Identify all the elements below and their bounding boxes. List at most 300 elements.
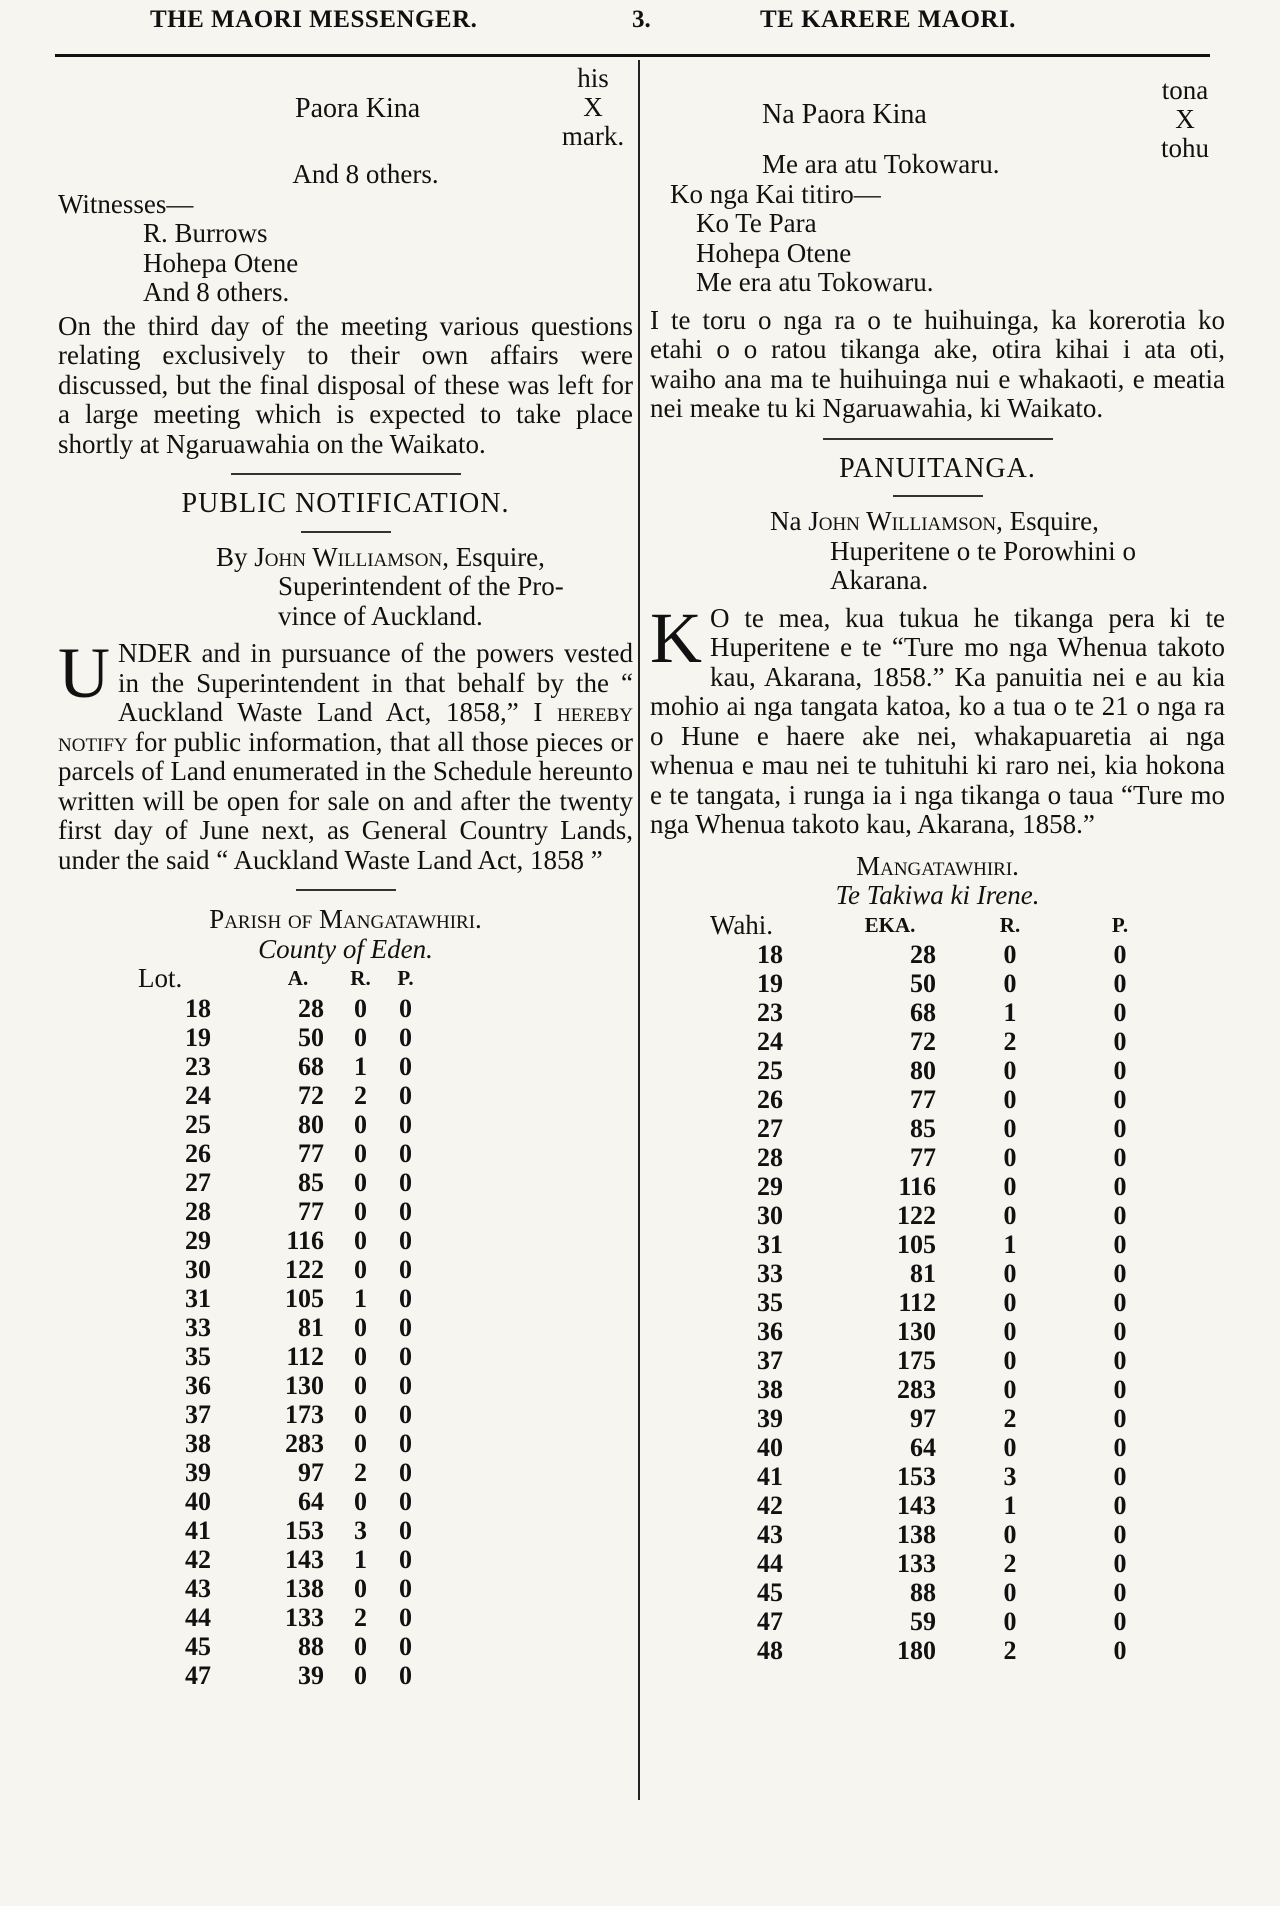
signature-mark (553, 64, 633, 151)
schedule-column-header: Wahi. (710, 909, 774, 940)
table-cell: 77 (298, 1138, 324, 1168)
table-cell: 0 (1003, 1433, 1017, 1462)
table-cell: 64 (298, 1486, 324, 1516)
table-cell: 30 (185, 1254, 211, 1284)
table-cell: 153 (285, 1515, 324, 1545)
signature-others: Me ara atu Tokowaru. (762, 149, 1000, 179)
table-cell: 0 (354, 1196, 367, 1226)
table-row (138, 1516, 428, 1545)
table-cell: 0 (399, 1138, 412, 1168)
table-row (138, 1458, 428, 1487)
table-cell: 0 (399, 1254, 412, 1284)
table-cell: 0 (1113, 969, 1127, 998)
table-cell: 85 (910, 1114, 936, 1143)
table-row (138, 1342, 428, 1371)
table-row (710, 1143, 1170, 1172)
table-cell: 0 (399, 1312, 412, 1342)
table-cell: 18 (757, 940, 783, 969)
byline-name: John Williamson (254, 541, 443, 572)
table-cell: 0 (399, 1457, 412, 1487)
table-row (710, 1462, 1170, 1491)
schedule-table (138, 964, 428, 1690)
table-cell: 1 (354, 1051, 367, 1081)
table-cell: 0 (1003, 1375, 1017, 1404)
table-row (710, 1027, 1170, 1056)
table-row (710, 1288, 1170, 1317)
table-cell: 0 (1113, 1259, 1127, 1288)
table-cell: 0 (1003, 1085, 1017, 1114)
table-cell: 143 (897, 1491, 936, 1520)
table-cell: 40 (757, 1433, 783, 1462)
meeting-paragraph: On the third day of the meeting various questions relating exclusively to their own affairs were discussed, but the final disposal of these was left for a large meeting which is expected to take place shortly at Ngaruawahia on the Waikato. (58, 310, 633, 459)
header-maori-title: TE KARERE MAORI. (760, 6, 1016, 33)
byline-name: John Williamson (808, 506, 997, 536)
table-cell: 2 (1003, 1549, 1017, 1578)
table-cell: 0 (354, 993, 367, 1023)
table-cell: 0 (1003, 1578, 1017, 1607)
table-cell: 97 (298, 1457, 324, 1487)
table-row (138, 1197, 428, 1226)
table-row (710, 998, 1170, 1027)
schedule-column-header: R. (350, 966, 371, 990)
table-cell: 0 (1113, 1056, 1127, 1085)
table-cell: 24 (185, 1080, 211, 1110)
table-cell: 0 (354, 1312, 367, 1342)
table-cell: 0 (399, 1283, 412, 1313)
table-cell: 0 (354, 1399, 367, 1429)
table-cell: 0 (1003, 1288, 1017, 1317)
table-cell: 68 (298, 1051, 324, 1081)
signature-mark (1145, 76, 1225, 163)
table-cell: 23 (757, 998, 783, 1027)
byline-line3: Akarana. (830, 565, 929, 595)
table-cell: 77 (910, 1143, 936, 1172)
table-cell: 31 (757, 1230, 783, 1259)
schedule-table (710, 911, 1170, 1666)
table-cell: 0 (399, 1428, 412, 1458)
table-cell: 0 (354, 1138, 367, 1168)
column-divider (638, 60, 640, 1800)
table-cell: 153 (897, 1462, 936, 1491)
table-cell: 130 (285, 1370, 324, 1400)
page-header (0, 0, 1280, 40)
signature-name: Paora Kina (295, 93, 421, 124)
table-cell: 112 (286, 1341, 324, 1371)
table-cell: 27 (757, 1114, 783, 1143)
table-row (138, 1603, 428, 1632)
witness-name: Ko Te Para (696, 208, 817, 238)
table-cell: 0 (1003, 1346, 1017, 1375)
schedule-column-header: Lot. (138, 963, 183, 993)
table-row (710, 1549, 1170, 1578)
witnesses-label: Ko nga Kai titiro— (670, 178, 881, 209)
table-cell: 122 (285, 1254, 324, 1284)
table-cell: 2 (1003, 1027, 1017, 1056)
table-cell: 35 (185, 1341, 211, 1371)
table-cell: 0 (1113, 1578, 1127, 1607)
table-row (138, 1226, 428, 1255)
table-cell: 0 (399, 1022, 412, 1052)
table-cell: 3 (1003, 1462, 1017, 1491)
table-cell: 116 (286, 1225, 324, 1255)
table-row (710, 1172, 1170, 1201)
table-cell: 0 (399, 1341, 412, 1371)
table-row (710, 1346, 1170, 1375)
table-cell: 0 (1113, 1172, 1127, 1201)
table-cell: 2 (1003, 1636, 1017, 1665)
table-cell: 28 (910, 940, 936, 969)
table-cell: 48 (757, 1636, 783, 1665)
table-cell: 0 (354, 1109, 367, 1139)
signature-others: And 8 others. (292, 159, 439, 189)
table-cell: 59 (910, 1607, 936, 1636)
table-cell: 43 (757, 1520, 783, 1549)
table-cell: 31 (185, 1283, 211, 1313)
table-cell: 0 (1003, 1143, 1017, 1172)
table-cell: 44 (757, 1549, 783, 1578)
table-cell: 0 (354, 1573, 367, 1603)
mark-top: tona (1161, 75, 1209, 105)
byline-line2: Huperitene o te Porowhini o (830, 535, 1136, 566)
table-cell: 0 (1003, 1317, 1017, 1346)
byline-suffix: , Esquire, (442, 541, 545, 572)
table-cell: 0 (1113, 1114, 1127, 1143)
table-row (138, 1284, 428, 1313)
table-cell: 50 (298, 1022, 324, 1052)
table-cell: 0 (1113, 1462, 1127, 1491)
table-cell: 85 (298, 1167, 324, 1197)
table-cell: 0 (399, 993, 412, 1023)
table-cell: 0 (1113, 1230, 1127, 1259)
table-cell: 18 (185, 993, 211, 1023)
table-cell: 1 (1003, 1491, 1017, 1520)
table-cell: 30 (757, 1201, 783, 1230)
schedule-rule (296, 889, 396, 891)
table-cell: 28 (185, 1196, 211, 1226)
table-cell: 26 (185, 1138, 211, 1168)
table-row (710, 1317, 1170, 1346)
table-row (138, 1487, 428, 1516)
witness-name: Hohepa Otene (696, 237, 852, 268)
table-row (138, 1255, 428, 1284)
table-cell: 77 (910, 1085, 936, 1114)
table-cell: 133 (897, 1549, 936, 1578)
table-cell: 36 (185, 1370, 211, 1400)
table-cell: 3 (354, 1515, 367, 1545)
table-cell: 0 (354, 1660, 367, 1690)
section-rule (823, 438, 1053, 440)
table-cell: 0 (1113, 998, 1127, 1027)
table-cell: 38 (185, 1428, 211, 1458)
table-cell: 0 (1113, 1317, 1127, 1346)
table-cell: 0 (1113, 1491, 1127, 1520)
table-cell: 0 (399, 1051, 412, 1081)
notice-text: O te mea, kua tukua he tikanga pera ki te Huperitene e te “Ture mo nga Whenua takoto kau, Akarana, 1858.” Ka panuitia nei e au kia mohio ai nga tangata katoa, ko a tua o te 21 o nga ra o Hune e haere ake nei, whakapuaretia ai nga whenua e mau nei te tuhituhi ki raro nei, kia hokona e te tangata, i runga ia i nga tikanga o taua “Ture mo nga Whenua takoto kau, Akarana, 1858.” (650, 602, 1225, 839)
table-cell: 2 (354, 1080, 367, 1110)
table-row (138, 1371, 428, 1400)
section-rule (231, 473, 461, 475)
table-cell: 41 (757, 1462, 783, 1491)
table-cell: 133 (285, 1602, 324, 1632)
table-cell: 0 (399, 1109, 412, 1139)
table-cell: 0 (399, 1399, 412, 1429)
witness-name: And 8 others. (143, 277, 290, 307)
table-cell: 42 (185, 1544, 211, 1574)
table-cell: 0 (1003, 1056, 1017, 1085)
table-cell: 1 (1003, 1230, 1017, 1259)
table-cell: 39 (757, 1404, 783, 1433)
schedule-column-header: EKA. (864, 912, 916, 937)
table-row (138, 1574, 428, 1603)
notice-paragraph (58, 633, 634, 875)
maori-signature (650, 64, 1225, 163)
table-cell: 0 (1113, 940, 1127, 969)
mark-bottom: mark. (561, 121, 625, 151)
byline-by: Na (770, 506, 802, 536)
table-cell: 0 (1113, 1549, 1127, 1578)
schedule-column-header: P. (397, 966, 414, 990)
table-row (710, 1201, 1170, 1230)
table-cell: 138 (285, 1573, 324, 1603)
table-cell: 0 (354, 1370, 367, 1400)
table-cell: 0 (399, 1167, 412, 1197)
table-cell: 23 (185, 1051, 211, 1081)
table-cell: 0 (1113, 1433, 1127, 1462)
byline-line3: vince of Auckland. (278, 600, 483, 631)
mark-x: X (1175, 104, 1195, 134)
table-cell: 0 (399, 1660, 412, 1690)
table-cell: 43 (185, 1573, 211, 1603)
table-cell: 33 (757, 1259, 783, 1288)
table-row (138, 1400, 428, 1429)
table-cell: 0 (1003, 1172, 1017, 1201)
maori-column (650, 64, 1225, 1665)
schedule-column-header: R. (999, 912, 1021, 937)
table-cell: 28 (298, 993, 324, 1023)
table-cell: 27 (185, 1167, 211, 1197)
table-cell: 28 (757, 1143, 783, 1172)
table-cell: 19 (185, 1022, 211, 1052)
table-cell: 38 (757, 1375, 783, 1404)
table-cell: 130 (897, 1317, 936, 1346)
table-cell: 0 (354, 1225, 367, 1255)
table-row (138, 1661, 428, 1690)
table-cell: 0 (354, 1254, 367, 1284)
table-cell: 44 (185, 1602, 211, 1632)
title-rule (301, 531, 391, 533)
table-cell: 0 (354, 1486, 367, 1516)
table-cell: 0 (399, 1573, 412, 1603)
table-cell: 25 (757, 1056, 783, 1085)
table-cell: 0 (1003, 940, 1017, 969)
schedule-heading: Mangatawhiri. (856, 850, 1019, 881)
table-cell: 0 (399, 1196, 412, 1226)
table-row (138, 1110, 428, 1139)
drop-cap: U (58, 633, 110, 713)
table-cell: 0 (1113, 1607, 1127, 1636)
table-cell: 0 (1113, 1085, 1127, 1114)
witness-list (58, 219, 633, 308)
table-cell: 116 (898, 1172, 936, 1201)
table-cell: 50 (910, 969, 936, 998)
byline-line2: Superintendent of the Pro- (278, 571, 564, 601)
byline-by: By (216, 541, 248, 572)
schedule-heading: Parish of Mangatawhiri. (209, 904, 482, 934)
notice-paragraph (650, 597, 1225, 840)
table-row (138, 1313, 428, 1342)
table-row (710, 1375, 1170, 1404)
table-cell: 0 (1113, 1143, 1127, 1172)
table-row (710, 1056, 1170, 1085)
table-cell: 0 (399, 1544, 412, 1574)
table-cell: 175 (897, 1346, 936, 1375)
table-cell: 0 (354, 1428, 367, 1458)
notice-text-after: for public information, that all those pieces or parcels of Land enumerated in the Schedule hereunto written will be open for sale on and after the twenty first day of June next, as General Country Lands, under the said “ Auckland Waste Land Act, 1858 ” (58, 726, 634, 875)
table-row (710, 969, 1170, 998)
table-cell: 0 (1113, 1520, 1127, 1549)
table-cell: 39 (185, 1457, 211, 1487)
mark-top: his (577, 63, 609, 93)
witnesses-label: Witnesses— (58, 188, 194, 219)
table-row (138, 1023, 428, 1052)
byline-suffix: , Esquire, (996, 506, 1099, 536)
table-cell: 1 (354, 1544, 367, 1574)
table-row (710, 1085, 1170, 1114)
table-cell: 25 (185, 1109, 211, 1139)
table-row (138, 1052, 428, 1081)
table-cell: 2 (1003, 1404, 1017, 1433)
table-cell: 0 (399, 1602, 412, 1632)
table-cell: 39 (298, 1660, 324, 1690)
table-cell: 72 (298, 1080, 324, 1110)
table-cell: 40 (185, 1486, 211, 1516)
table-cell: 0 (1003, 1259, 1017, 1288)
table-cell: 0 (1003, 969, 1017, 998)
table-row (710, 1114, 1170, 1143)
table-cell: 81 (910, 1259, 936, 1288)
table-cell: 0 (354, 1341, 367, 1371)
table-cell: 68 (910, 998, 936, 1027)
meeting-paragraph: I te toru o nga ra o te huihuinga, ka korerotia ko etahi o o ratou tikanga ake, otira kihai i ata oti, waiho ana ma te huihuinga nui e whakaoti, e meatia nei meake tu ki Ngaruawahia, ki Waikato. (650, 304, 1225, 423)
table-cell: 37 (757, 1346, 783, 1375)
table-cell: 29 (757, 1172, 783, 1201)
schedule-subheading: Te Takiwa ki Irene. (835, 880, 1040, 910)
table-cell: 42 (757, 1491, 783, 1520)
notice-text-before: NDER and in pursuance of the powers vested in the Superintendent in that behalf by the “ Auckland Waste Land Act, 1858,” (118, 638, 633, 727)
table-cell: 0 (399, 1515, 412, 1545)
header-english-title: THE MAORI MESSENGER. (150, 6, 478, 33)
table-row (710, 1636, 1170, 1665)
table-cell: 0 (399, 1370, 412, 1400)
table-cell: 0 (1113, 1636, 1127, 1665)
table-cell: 47 (757, 1607, 783, 1636)
table-row (710, 1607, 1170, 1636)
table-cell: 97 (910, 1404, 936, 1433)
schedule-subheading: County of Eden. (258, 933, 433, 964)
table-row (710, 1520, 1170, 1549)
notification-title: PUBLIC NOTIFICATION. (181, 488, 510, 519)
table-cell: 2 (354, 1602, 367, 1632)
byline (58, 543, 633, 632)
notification-title: PANUITANGA. (839, 452, 1036, 484)
mark-x: X (583, 92, 603, 122)
table-row (710, 1259, 1170, 1288)
table-cell: 0 (1113, 1346, 1127, 1375)
table-cell: 77 (298, 1196, 324, 1226)
table-cell: 1 (1003, 998, 1017, 1027)
table-cell: 283 (897, 1375, 936, 1404)
table-row (710, 1578, 1170, 1607)
table-cell: 105 (285, 1283, 324, 1313)
witness-name: Me era atu Tokowaru. (696, 267, 934, 297)
witness-name: Hohepa Otene (143, 247, 299, 278)
english-signature (58, 64, 633, 160)
table-cell: 81 (298, 1312, 324, 1342)
table-cell: 19 (757, 969, 783, 998)
mark-bottom: tohu (1160, 133, 1209, 163)
table-cell: 0 (399, 1631, 412, 1661)
table-row (138, 1168, 428, 1197)
table-cell: 173 (285, 1399, 324, 1429)
table-row (710, 1491, 1170, 1520)
table-cell: 29 (185, 1225, 211, 1255)
table-row (138, 1081, 428, 1110)
table-cell: 80 (298, 1109, 324, 1139)
table-row (710, 1433, 1170, 1462)
table-cell: 0 (1003, 1607, 1017, 1636)
page-number: 3. (632, 6, 651, 33)
title-rule (893, 495, 983, 497)
table-cell: 0 (354, 1022, 367, 1052)
table-row (138, 1545, 428, 1574)
table-cell: 26 (757, 1085, 783, 1114)
table-cell: 0 (399, 1225, 412, 1255)
table-row (710, 1404, 1170, 1433)
english-column (58, 64, 633, 1690)
table-row (138, 1139, 428, 1168)
table-cell: 0 (354, 1631, 367, 1661)
table-cell: 138 (897, 1520, 936, 1549)
table-row (710, 940, 1170, 969)
signature-name: Na Paora Kina (762, 99, 927, 130)
table-cell: 37 (185, 1399, 211, 1429)
witness-name: R. Burrows (143, 218, 268, 248)
table-row (138, 994, 428, 1023)
table-cell: 0 (1003, 1520, 1017, 1549)
table-cell: 0 (1113, 1201, 1127, 1230)
table-cell: 0 (399, 1080, 412, 1110)
table-cell: 143 (285, 1544, 324, 1574)
table-cell: 1 (354, 1283, 367, 1313)
table-cell: 24 (757, 1027, 783, 1056)
schedule-column-header: P. (1111, 912, 1129, 937)
table-cell: 0 (1003, 1114, 1017, 1143)
table-cell: 88 (910, 1578, 936, 1607)
table-row (710, 1230, 1170, 1259)
notice-hereby-notify: I hereby notify (58, 697, 633, 757)
table-cell: 112 (898, 1288, 936, 1317)
table-cell: 36 (757, 1317, 783, 1346)
table-cell: 35 (757, 1288, 783, 1317)
table-cell: 0 (1113, 1027, 1127, 1056)
schedule-column-header: A. (287, 966, 309, 990)
table-cell: 45 (757, 1578, 783, 1607)
table-cell: 47 (185, 1660, 211, 1690)
table-cell: 0 (354, 1167, 367, 1197)
table-cell: 0 (1003, 1201, 1017, 1230)
table-cell: 41 (185, 1515, 211, 1545)
table-cell: 105 (897, 1230, 936, 1259)
